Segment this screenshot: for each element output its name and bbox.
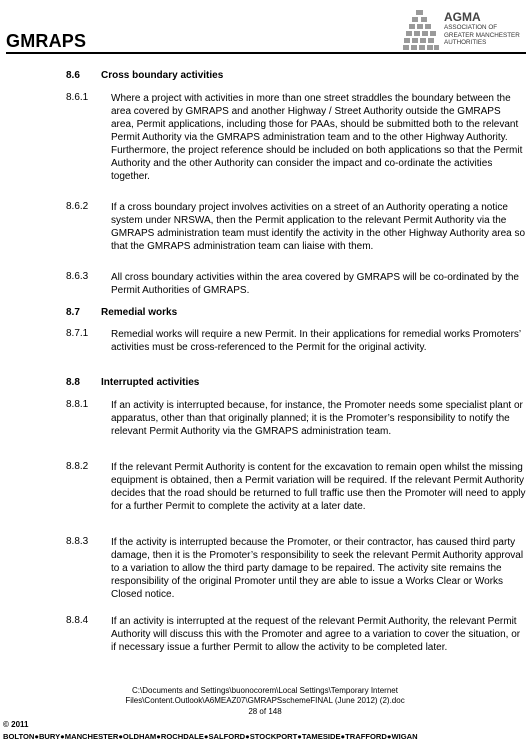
paragraph-number: 8.8.1 xyxy=(66,399,89,410)
paragraph-text: Where a project with activities in more than one street straddles the boundary between the area covered by GMRAPS and another Highway / Street Authority outside the GMRAPS area, Permit applications, including those for PAAs, should be submitted both to the relevant Permit Authority via the GMRAPS administration team and to the other Highway Authority. Furthermore, the project reference should be included on both applications so that the Permit Authority and the other Authority can consider the impact and co-ordinate the activities together. xyxy=(111,93,523,182)
file-path xyxy=(90,686,440,706)
paragraph-number: 8.8.3 xyxy=(66,536,89,547)
section-number: 8.7 xyxy=(66,307,80,318)
paragraph-text: If a cross boundary project involves activities on a street of an Authority operating a notice system under NRSWA, then the Permit application to the relevant Permit Authority via the GMRAPS administration team must identify the activity in the other Highway Authority area so that the GMRAPS administration team can liaise with them. xyxy=(111,202,526,252)
logo-subtitle-line: AUTHORITIES xyxy=(444,39,487,47)
agma-logo xyxy=(402,6,526,54)
paragraph-text: All cross boundary activities within the area covered by GMRAPS will be co-ordinated by the Permit Authorities of GMRAPS. xyxy=(111,272,519,296)
logo-name: AGMA xyxy=(444,10,481,24)
paragraph-text: If the relevant Permit Authority is content for the excavation to remain open whilst the missing equipment is obtained, then a Permit variation will be required. If the relevant Permit Authority decides that the road should be returned to full traffic use then the Promoter will need to apply for a further Permit to complete the activity at a later date. xyxy=(111,462,526,512)
page-number: 28 of 148 xyxy=(248,707,282,716)
paragraph-text: If the activity is interrupted because the Promoter, or their contractor, has caused third party damage, then it is the Promoter’s responsibility to seek the relevant Permit Authority approval to a variation to allow the third party damage to be repaired. The activity site remains the responsibility of the original Promoter until they are able to issue a Works Clear or Works Closed notice. xyxy=(111,537,524,600)
agma-logo-icon xyxy=(402,8,440,52)
paragraph-text: If an activity is interrupted at the request of the relevant Permit Authority, the relevant Permit Authority will discuss this with the Promoter and agree to a variation to cover the situation, or if necessary issue a further Permit to allow the activity to be completed later. xyxy=(111,616,521,653)
file-path-line: Files\Content.Outlook\A6MEAZ07\GMRAPSschemeFINAL (June 2012) (2).doc xyxy=(125,696,405,705)
header-divider xyxy=(6,52,526,54)
file-path-line: C:\Documents and Settings\buonocorem\Local Settings\Temporary Internet xyxy=(132,686,398,695)
paragraph-number: 8.8.4 xyxy=(66,615,89,626)
section-title: Interrupted activities xyxy=(101,377,200,388)
logo-subtitle-line: GREATER MANCHESTER xyxy=(444,31,520,39)
member-towns: BOLTON●BURY●MANCHESTER●OLDHAM●ROCHDALE●SALFORD●STOCKPORT●TAMESIDE●TRAFFORD●WIGAN xyxy=(3,732,418,741)
section-title: Cross boundary activities xyxy=(101,70,224,81)
copyright: © 2011 xyxy=(3,720,29,729)
document-title: GMRAPS xyxy=(6,31,87,51)
logo-subtitle-line: ASSOCIATION OF xyxy=(444,24,498,31)
paragraph-number: 8.7.1 xyxy=(66,328,89,339)
paragraph-text: Remedial works will require a new Permit. In their applications for remedial works Promoters’ activities must be cross-referenced to the Permit for the original activity. xyxy=(111,329,521,353)
section-number: 8.6 xyxy=(66,70,80,81)
paragraph-number: 8.6.3 xyxy=(66,271,89,282)
section-title: Remedial works xyxy=(101,307,178,318)
section-number: 8.8 xyxy=(66,377,80,388)
paragraph-number: 8.6.2 xyxy=(66,201,89,212)
paragraph-number: 8.6.1 xyxy=(66,92,89,103)
logo-subtitle xyxy=(444,24,529,47)
paragraph-text: If an activity is interrupted because, for instance, the Promoter needs some specialist plant or apparatus, other than that originally planned; it is the Promoter’s responsibility to notify the relevant Permit Authority via the GMRAPS administration team. xyxy=(111,400,523,437)
paragraph-number: 8.8.2 xyxy=(66,461,89,472)
